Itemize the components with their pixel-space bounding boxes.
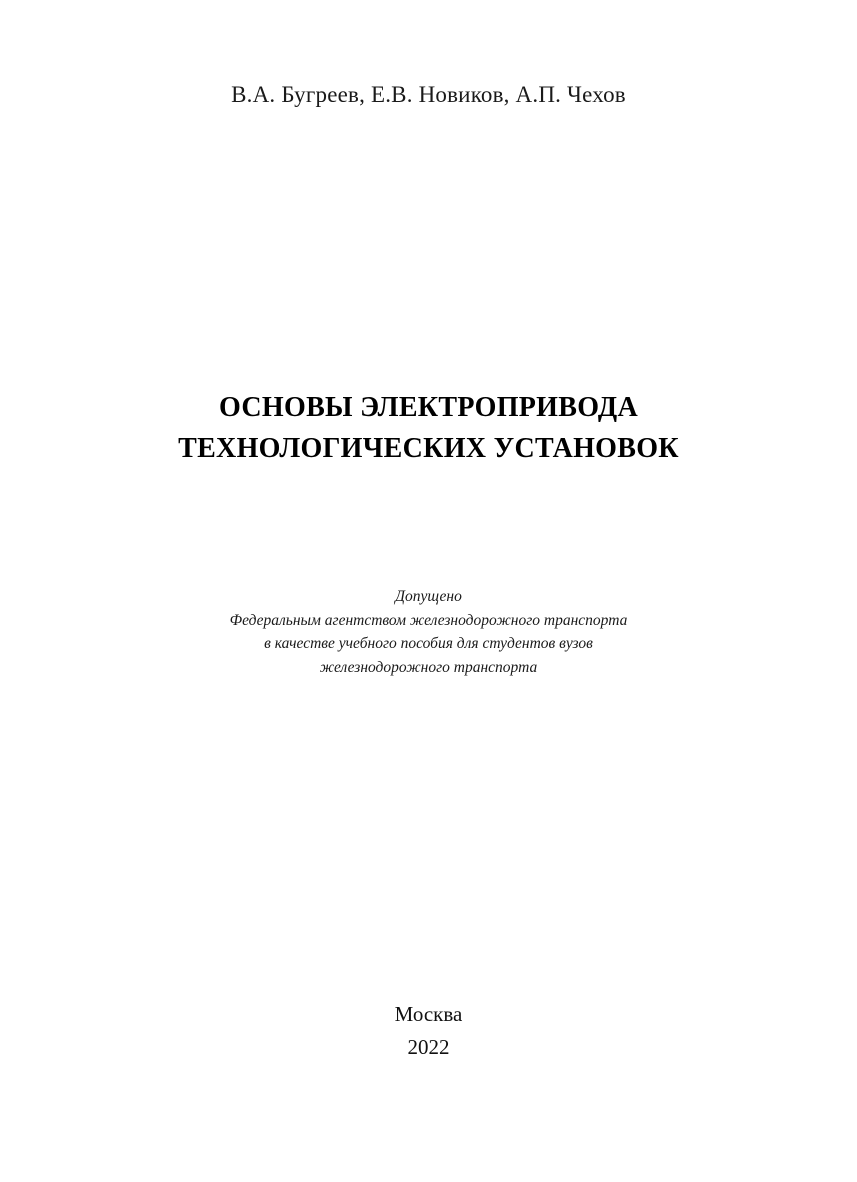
approval-statement: [0, 585, 857, 679]
book-title: [0, 388, 857, 469]
book-title-line-1: ОСНОВЫ ЭЛЕКТРОПРИВОДА: [218, 392, 639, 423]
authors-line: В.А. Бугреев, Е.В. Новиков, А.П. Чехов: [231, 82, 626, 107]
approval-line-1: Допущено: [395, 588, 462, 605]
approval-line-2: Федеральным агентством железнодорожного транспорта: [229, 611, 628, 629]
imprint-year: 2022: [407, 1034, 450, 1059]
imprint-block: [0, 998, 857, 1063]
book-title-line-2: ТЕХНОЛОГИЧЕСКИХ УСТАНОВОК: [178, 432, 679, 464]
approval-line-4: железнодорожного транспорта: [319, 658, 538, 676]
imprint-city: Москва: [394, 1002, 463, 1026]
approval-line-3: в качестве учебного пособия для студентов вузов: [264, 635, 593, 653]
